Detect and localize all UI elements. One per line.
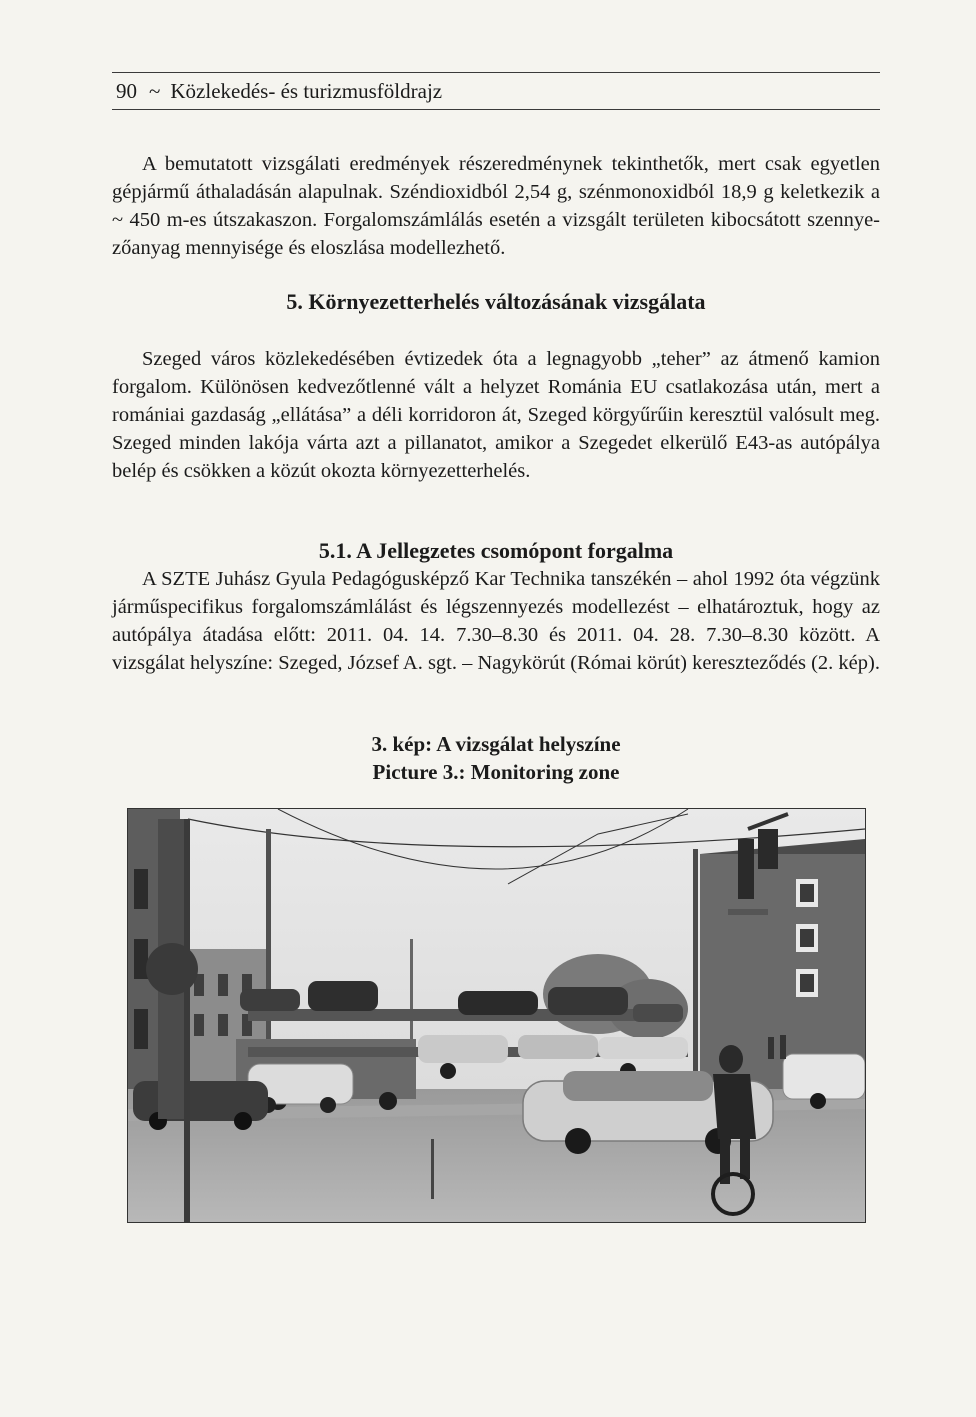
paragraph-intro: A bemutatott vizsgálati eredmények részeredménynek tekinthetők, mert csak egyetlen gépjármű áthaladásán alapulnak. Széndioxidból 2,54 g, szénmonoxidból 18,9 g keletkezik a ~ 450 m-es útszakaszon. Forgalomszámlálás esetén a vizsgált területen kibocsátott szennye-zőanyag mennyisége és eloszlása modellezhető. <box>112 153 880 259</box>
section-heading-5: 5. Környezetterhelés változásának vizsgálata <box>286 289 706 314</box>
running-header <box>112 72 880 110</box>
paragraph-section-5-1: A SZTE Juhász Gyula Pedagógusképző Kar Technika tanszékén – ahol 1992 óta végzünk járműspecifikus forgalomszámlálást és légszennyezés modellezést – elhatároztuk, hogy az autópálya átadása előtt: 2011. 04. 14. 7.30–8.30 és 2011. 04. 28. 7.30–8.30 között. A vizsgálat helyszíne: Szeged, József A. sgt. – Nagykörút (Római körút) kereszteződés (2. kép). <box>112 568 880 674</box>
header-title: Közlekedés- és turizmusföldrajz <box>170 79 443 103</box>
intersection-photo <box>127 808 866 1223</box>
figure-caption-hu: 3. kép: A vizsgálat helyszíne <box>371 732 621 756</box>
page-number: 90 <box>116 79 137 103</box>
section-heading-5-1: 5.1. A Jellegzetes csomópont forgalma <box>318 538 674 563</box>
header-separator: ~ <box>149 79 161 103</box>
paragraph-section-5: Szeged város közlekedésében évtizedek óta a legnagyobb „teher” az átmenő kamion forgalom. Különösen kedvezőtlenné vált a helyzet Románia EU csatlakozása után, mert a romániai gazdaság „ellátása” a déli korridoron át, Szeged körgyűrűin keresztül valósult meg. Szeged minden lakója várta azt a pillanatot, amikor a Szegedet elkerülő E43-as autópálya belép és csökken a közút okozta környezetterhelés. <box>112 348 880 482</box>
figure-caption-en: Picture 3.: Monitoring zone <box>372 760 620 784</box>
